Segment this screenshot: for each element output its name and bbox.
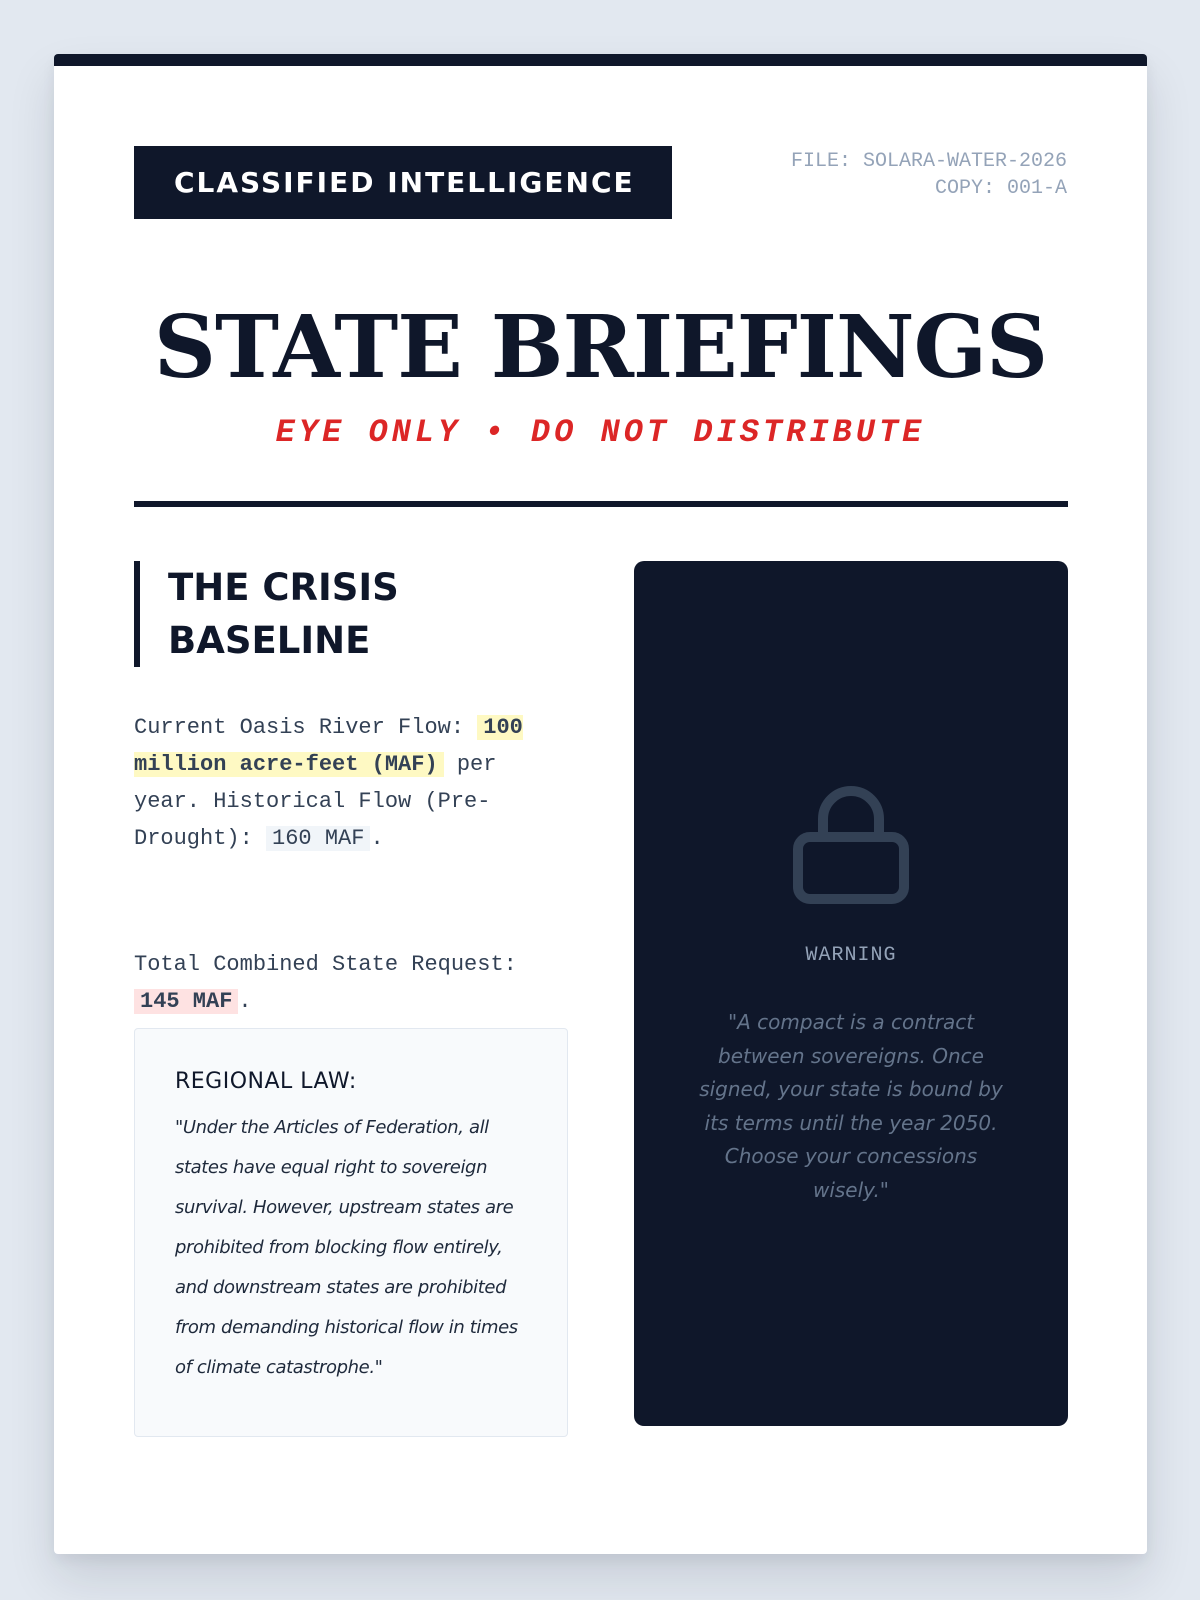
- flow-paragraph: [134, 709, 574, 857]
- total-request-value: 145 MAF: [134, 989, 238, 1014]
- section-heading: [134, 561, 554, 667]
- header-divider: [134, 501, 1068, 507]
- regional-law-text: "Under the Articles of Federation, all states have equal right to sovereign survival. However, upstream states are prohibited from blocking flow entirely, and downstream states are prohibited from demanding historical flow in times of climate catastrophe.": [175, 1117, 518, 1378]
- classified-badge: [134, 146, 672, 219]
- historical-flow-value: 160 MAF: [266, 826, 370, 851]
- warning-quote: "A compact is a contract between sovereigns. Once signed, your state is bound by its terms until the year 2050. Choose your concessions wisely.": [699, 1010, 1003, 1202]
- briefing-card: [54, 54, 1147, 1554]
- page-title: STATE BRIEFINGS: [153, 297, 1048, 398]
- section-heading-line1: THE CRISIS: [168, 566, 399, 609]
- warning-panel: [634, 561, 1068, 1426]
- page-subtitle: EYE ONLY • DO NOT DISTRIBUTE: [275, 414, 926, 451]
- section-heading-line2: BASELINE: [168, 619, 371, 662]
- request-paragraph: [134, 946, 574, 1020]
- copy-id: COPY: 001-A: [934, 177, 1067, 200]
- request-prefix: Total Combined State Request:: [134, 952, 517, 977]
- file-id: FILE: SOLARA-WATER-2026: [790, 150, 1067, 173]
- flow-middle: per year. Historical Flow (Pre-Drought):: [134, 752, 497, 851]
- flow-prefix: Current Oasis River Flow:: [134, 715, 478, 740]
- file-info: [791, 148, 1067, 202]
- classified-badge-label: CLASSIFIED INTELLIGENCE: [174, 166, 635, 199]
- request-suffix: .: [238, 989, 252, 1014]
- current-flow-value: 100 million acre-feet (MAF): [134, 715, 523, 777]
- lock-icon: [791, 781, 911, 911]
- flow-suffix: .: [370, 826, 384, 851]
- regional-law-title: REGIONAL LAW:: [175, 1069, 357, 1094]
- warning-label: WARNING: [805, 944, 897, 967]
- regional-law-box: [134, 1028, 568, 1437]
